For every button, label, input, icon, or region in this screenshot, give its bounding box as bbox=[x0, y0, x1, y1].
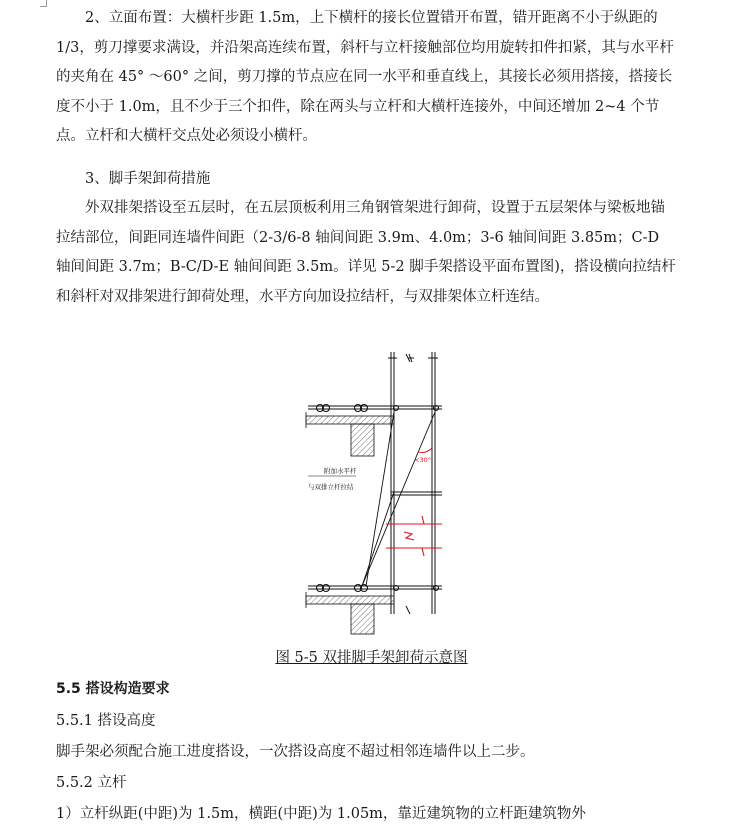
diagram-svg bbox=[296, 352, 456, 638]
paragraph-elevation-layout: 2、立面布置：大横杆步距 1.5m，上下横杆的接长位置错开布置，错开距离不小于纵距的 1/3，剪刀撑要求满设，并沿架高连续布置，斜杆与立杆接触部位均用旋转扣件扣紧，其与水平杆的夹角在 45° ～60° 之间，剪刀撑的节点应在同一水平和垂直线上，其接长必须用搭接，搭接长度不小于 1.0m，且不少于三个扣件，除在两头与立杆和大横杆连接外，中间还增加 2~4 个节点。立杆和大横杆交点处必须设小横杆。 bbox=[56, 10, 674, 144]
section-heading-5-5-2: 5.5.2 立杆 bbox=[56, 775, 127, 791]
page-corner-mark bbox=[40, 6, 47, 8]
label-tie-to-standards: 与双排立杆拉结 bbox=[308, 483, 354, 491]
paragraph-standards: 1）立杆纵距(中距)为 1.5m，横距(中距)为 1.05m，靠近建筑物的立杆距建筑物外 bbox=[56, 806, 586, 822]
lower-slab bbox=[306, 592, 394, 634]
section-heading-5-5-1: 5.5.1 搭设高度 bbox=[56, 713, 156, 729]
section-heading-5-5: 5.5 搭设构造要求 bbox=[56, 681, 170, 697]
angle-arc bbox=[414, 448, 432, 464]
label-additional-horizontal-bar: 附加水平杆 bbox=[324, 467, 357, 475]
angle-label: <30° bbox=[414, 456, 431, 464]
scaffold-unloading-diagram bbox=[296, 352, 456, 638]
paragraph-setup-height: 脚手架必须配合施工进度搭设，一次搭设高度不超过相邻连墙件以上二步。 bbox=[56, 744, 535, 760]
break-symbol bbox=[388, 354, 438, 362]
figure-caption: 图 5-5 双排脚手架卸荷示意图 bbox=[275, 650, 468, 666]
vertical-standards bbox=[391, 352, 435, 614]
upper-slab bbox=[306, 412, 394, 456]
horizontal-ledgers bbox=[308, 406, 442, 589]
heading-unloading-measures: 3、脚手架卸荷措施 bbox=[85, 171, 211, 187]
break-symbol-bottom bbox=[406, 606, 410, 614]
paragraph-unloading-detail: 外双排架搭设至五层时，在五层顶板利用三角钢管架进行卸荷，设置于五层架体与梁板地锚拉结部位，间距同连墙件间距（2-3/6-8 轴间间距 3.9m、4.0m；3-6 轴间间距 3.85m；C-D 轴间间距 3.7m；B-C/D-E 轴间间距 3.5m。详见 5-2 脚手架搭设平面布置图)，搭设横向拉结杆和斜杆对双排架进行卸荷处理，水平方向加设拉结杆，与双排架体立杆连结。 bbox=[56, 200, 676, 305]
